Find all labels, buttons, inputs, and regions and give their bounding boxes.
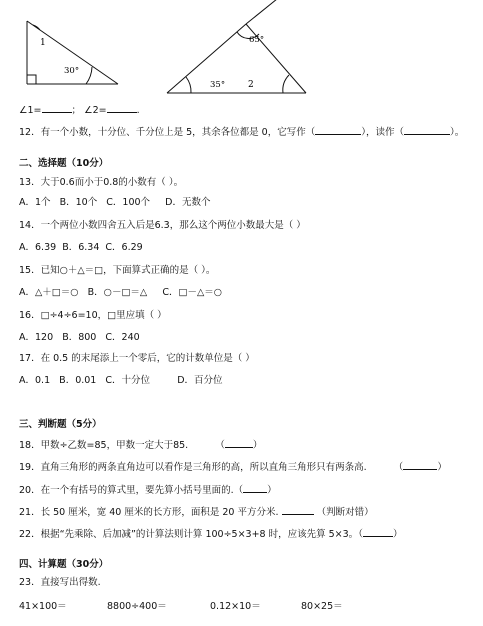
q17-option-a[interactable]: A．0.1	[19, 375, 51, 386]
q19-paren-right: ）	[437, 462, 447, 473]
q16-option-c[interactable]: C．240	[105, 332, 140, 343]
q19-answer-blank[interactable]	[403, 459, 437, 470]
q15-option-a[interactable]: A．△＋□＝○	[19, 287, 79, 298]
angle2-blank[interactable]	[107, 102, 137, 113]
triangle-figures	[0, 0, 483, 100]
angle-1-label: 1	[40, 38, 46, 48]
angle-answers-line: ∠1= ； ∠2= .	[19, 102, 140, 117]
q14-option-a[interactable]: A．6.39	[19, 242, 57, 253]
q20-answer-blank[interactable]	[243, 482, 267, 493]
q12-mid: ），读作（	[361, 127, 404, 138]
question-18	[19, 437, 262, 452]
calc-item-2: 8800÷400＝	[107, 601, 167, 612]
q14-option-b[interactable]: B．6.34	[62, 242, 100, 253]
q13-option-a[interactable]: A．1个	[19, 197, 51, 208]
section4-heading: 四、计算题（30分）	[19, 559, 109, 570]
q21-text: 21．长 50 厘米，宽 40 厘米的长方形，面积是 20 平方分米.	[19, 507, 279, 518]
calc-item-4: 80×25＝	[301, 601, 343, 612]
q17-option-d[interactable]: D．百分位	[177, 375, 223, 386]
question-14: 14．一个两位小数四舍五入后是6.3，那么这个两位小数最大是（ ）	[19, 220, 306, 231]
question-13: 13．大于0.6而小于0.8的小数有（ ）。	[19, 177, 184, 188]
q12-blank-read[interactable]	[404, 124, 450, 135]
angle-65-label: 65°	[249, 35, 265, 45]
angle-2-label: 2	[248, 80, 254, 90]
q21-end: （判断对错）	[316, 507, 374, 518]
question-17: 17．在 0.5 的末尾添上一个零后，它的计数单位是（ ）	[19, 353, 255, 364]
angle-35-label: 35°	[210, 80, 226, 90]
q16-option-b[interactable]: B．800	[62, 332, 97, 343]
question-13-options	[19, 196, 211, 209]
q12-text: 12．有一个小数，十分位、千分位上是 5，其余各位都是 0，它写作（	[19, 127, 316, 138]
question-16: 16．□÷4÷6=10，□里应填（ ）	[19, 310, 167, 321]
q13-option-b[interactable]: B．10个	[59, 197, 98, 208]
q18-paren-right: ）	[252, 440, 263, 451]
q13-option-d[interactable]: D．无数个	[165, 197, 211, 208]
angle1-blank[interactable]	[42, 102, 72, 113]
q22-answer-blank[interactable]	[363, 526, 393, 537]
question-21	[19, 504, 374, 519]
calc-item-3: 0.12×10＝	[210, 601, 261, 612]
q22-text: 22．根据“先乘除、后加减”的计算法则计算 100÷5×3+8 时，应该先算 5×3。	[19, 529, 359, 540]
q15-option-b[interactable]: B．○－□＝△	[87, 287, 148, 298]
angle2-label: ∠2=	[84, 105, 107, 116]
question-12	[19, 124, 464, 139]
angle-30-label: 30°	[64, 66, 80, 76]
q21-answer-blank[interactable]	[282, 504, 314, 515]
q15-option-c[interactable]: C．□－△＝○	[162, 287, 223, 298]
section2-heading: 二、选择题（10分）	[19, 158, 109, 169]
q12-end: ）。	[449, 127, 465, 138]
question-15: 15．已知○＋△＝□，下面算式正确的是（ ）。	[19, 265, 216, 276]
q20-text: 20．在一个有括号的算式里，要先算小括号里面的.	[19, 485, 234, 496]
question-23: 23．直接写出得数.	[19, 577, 101, 588]
q14-option-c[interactable]: C．6.29	[105, 242, 143, 253]
q17-option-b[interactable]: B．0.01	[59, 375, 97, 386]
q19-paren-left: （	[393, 462, 404, 473]
question-22: 22．根据“先乘除、后加减”的计算法则计算 100÷5×3+8 时，应该先算 5×3。（ ）	[19, 526, 402, 541]
q18-answer-blank[interactable]	[225, 437, 253, 448]
question-17-options	[19, 374, 223, 387]
obtuse-triangle	[167, 0, 306, 93]
question-20: 20．在一个有括号的算式里，要先算小括号里面的.（ ）	[19, 482, 277, 497]
q16-option-a[interactable]: A．120	[19, 332, 54, 343]
question-15-options	[19, 286, 222, 299]
q13-option-c[interactable]: C．100个	[106, 197, 151, 208]
section3-heading: 三、判断题（5分）	[19, 419, 102, 430]
calc-item-1: 41×100＝	[19, 601, 67, 612]
q18-paren-left: （	[215, 440, 225, 451]
question-14-options	[19, 241, 143, 254]
q17-option-c[interactable]: C．十分位	[105, 375, 151, 386]
q19-text: 19．直角三角形的两条直角边可以看作是三角形的高，所以直角三角形只有两条高.	[19, 462, 367, 473]
q18-text: 18．甲数÷乙数=85，甲数一定大于85.	[19, 440, 189, 451]
question-19	[19, 459, 447, 474]
angle1-label: ∠1=	[19, 105, 42, 116]
q12-blank-written[interactable]	[315, 124, 361, 135]
question-16-options	[19, 331, 140, 344]
